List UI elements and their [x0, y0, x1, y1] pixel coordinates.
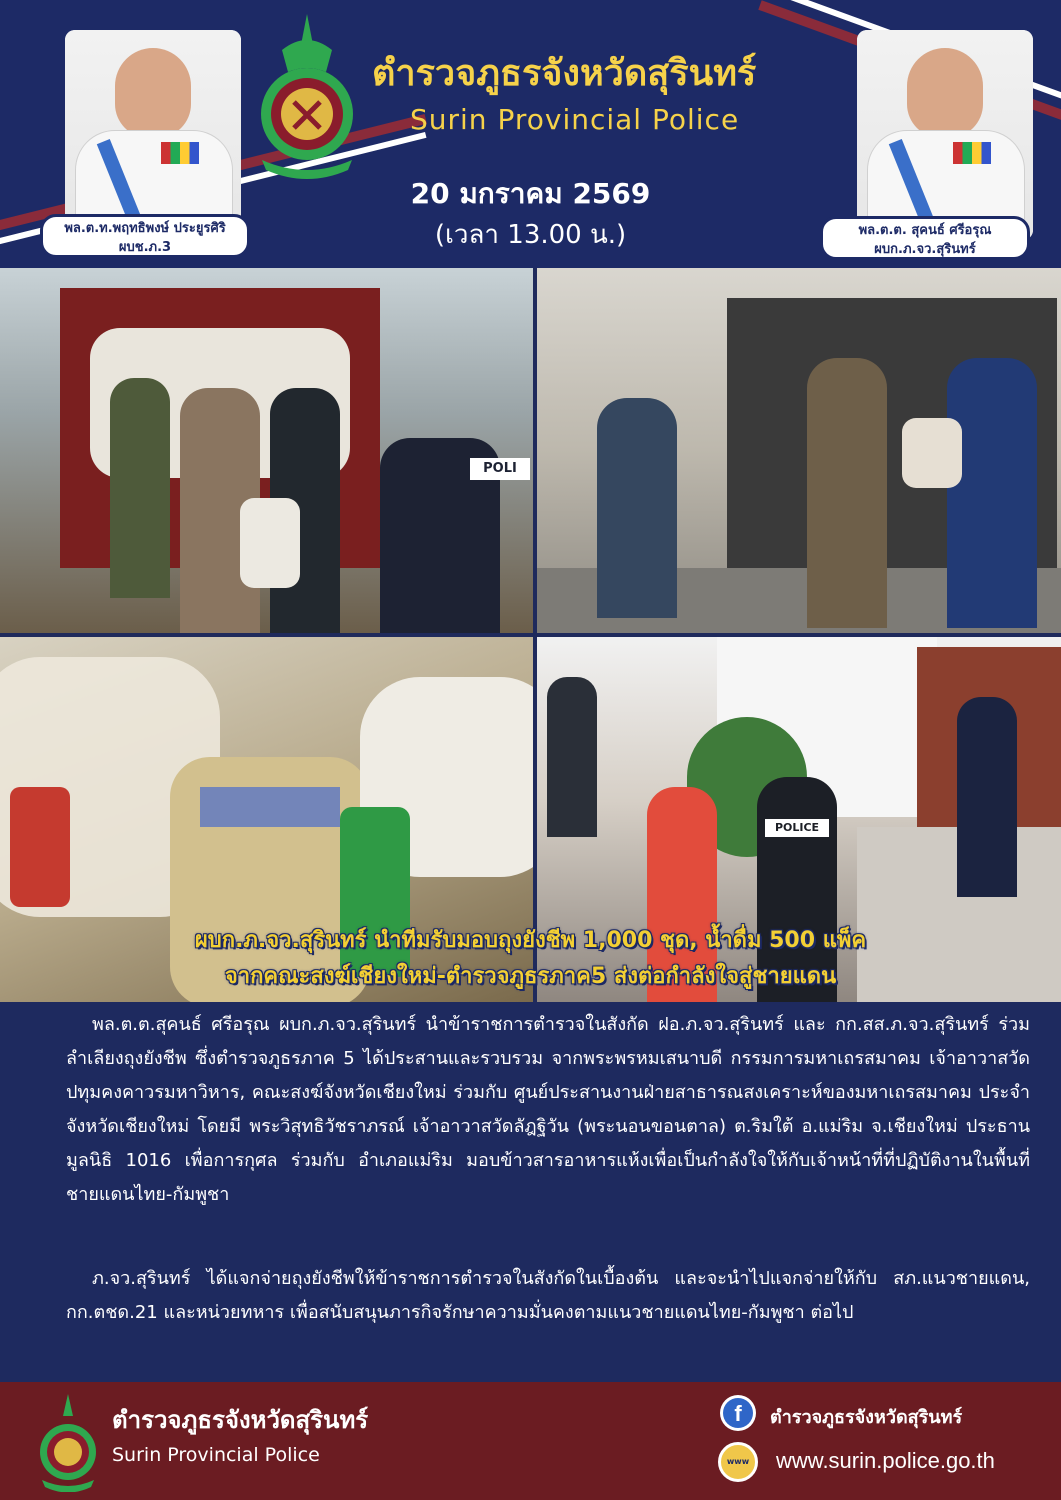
police-emblem-icon [36, 1392, 100, 1492]
portrait-right [857, 30, 1033, 240]
name-tag-left [40, 214, 250, 258]
headline-line-1: ผบก.ภ.จว.สุรินทร์ นำทีมรับมอบถุงยังชีพ 1,000 ชุด, น้ำดื่ม 500 แพ็ค [194, 928, 867, 953]
footer-org-english: Surin Provincial Police [112, 1444, 320, 1466]
person-name: พล.ต.ต. สุคนธ์ ศรีอรุณ [858, 223, 992, 238]
event-time: (เวลา 13.00 น.) [434, 220, 627, 250]
headline-line-2: จากคณะสงฆ์เชียงใหม่-ตำรวจภูธรภาค5 ส่งต่อกำลังใจสู่ชายแดน [224, 964, 837, 989]
police-emblem-icon [252, 10, 362, 180]
article-paragraph: ภ.จว.สุรินทร์ ได้แจกจ่ายถุงยังชีพให้ข้าราชการตำรวจในสังกัดในเบื้องต้น และจะนำไปแจกจ่ายให้กับ สภ.แนวชายแดน, กก.ตชด.21 และหน่วยทหาร เพื่อสนับสนุนภารกิจรักษาความมั่นคงตามแนวชายแดนไทย-กัมพูชา ต่อไป [66, 1268, 1030, 1323]
person-title: ผบช.ภ.3 [118, 240, 172, 255]
portrait-left [65, 30, 241, 240]
org-title-english: Surin Provincial Police [410, 103, 740, 136]
footer-org-thai: ตำรวจภูธรจังหวัดสุรินทร์ [112, 1406, 369, 1434]
article-paragraph: พล.ต.ต.สุคนธ์ ศรีอรุณ ผบก.ภ.จว.สุรินทร์ นำข้าราชการตำรวจในสังกัด ฝอ.ภ.จว.สุรินทร์ และ กก.สส.ภ.จว.สุรินทร์ ร่วมลำเลียงถุงยังชีพ ซึ่งตำรวจภูธรภาค 5 ได้ประสานและรวบรวม จากพระพรหมเสนาบดี กรรมการมหาเถรสมาคม เจ้าอาวาสวัดปทุมคงคาวรมหาวิหาร, คณะสงฆ์จังหวัดเชียงใหม่ ร่วมกับ ศูนย์ประสานงานฝ่ายสาธารณสงเคราะห์ของมหาเถรสมาคม ประจำจังหวัดเชียงใหม่ โดยมี พระวิสุทธิวัชราภรณ์ เจ้าอาวาสวัดลัฎฐิวัน (พระนอนขอนตาล) ต.ริมใต้ อ.แม่ริม จ.เชียงใหม่ ประธานมูลนิธิ 1016 เพื่อการกุศล ร่วมกับ อำเภอแม่ริม มอบข้าวสารอาหารแห้งเพื่อเป็นกำลังใจให้กับเจ้าหน้าที่ที่ปฏิบัติงานในพื้นที่ชายแดนไทย-กัมพูชา [66, 1014, 1030, 1205]
police-vest-label: POLICE [765, 819, 829, 837]
org-title-thai: ตำรวจภูธรจังหวัดสุรินทร์ [372, 53, 757, 94]
photo-building-handover [537, 268, 1061, 633]
name-tag-right [820, 216, 1030, 260]
facebook-page-link[interactable]: ตำรวจภูธรจังหวัดสุรินทร์ [770, 1407, 963, 1428]
person-name: พล.ต.ท.พฤทธิพงษ์ ประยูรศิริ [64, 221, 226, 236]
website-link[interactable]: www.surin.police.go.th [776, 1448, 995, 1473]
facebook-icon[interactable]: f [720, 1395, 756, 1431]
person-title: ผบก.ภ.จว.สุรินทร์ [874, 242, 976, 257]
event-date: 20 มกราคม 2569 [410, 177, 651, 210]
www-label: www [726, 1457, 750, 1466]
globe-icon[interactable] [718, 1442, 758, 1482]
police-vest-label: POLI [470, 458, 530, 480]
photo-truck-unloading [0, 268, 533, 633]
